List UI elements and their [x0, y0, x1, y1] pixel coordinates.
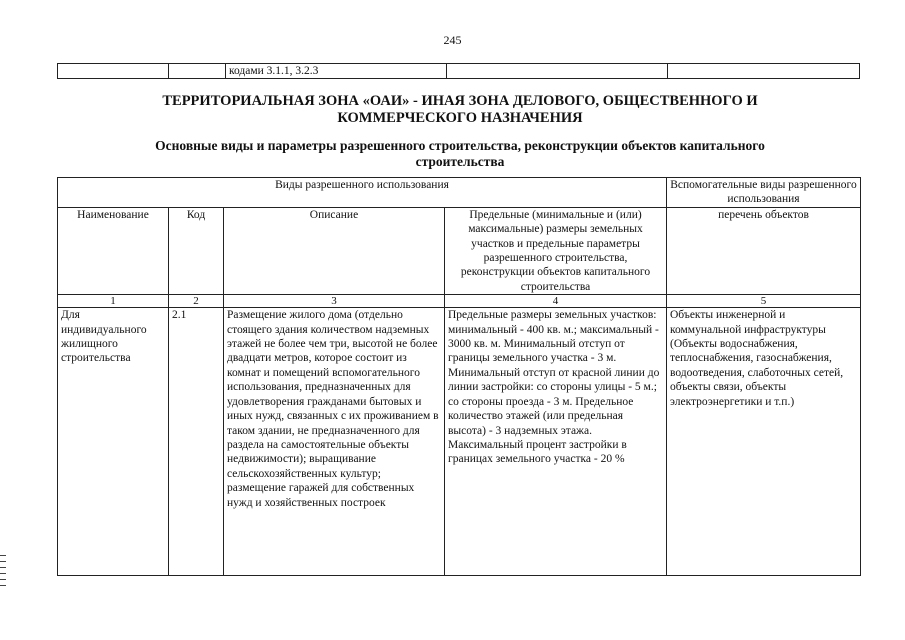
column-number-5: 5	[667, 295, 861, 308]
row-aux-objects: Объекты инженерной и коммунальной инфраструктуры (Объекты водоснабжения, теплоснабжения, газоснабжения, водоотведения, слаботочных сетей, объекты связи, объекты электроэнергетики и т.п.)	[667, 308, 861, 576]
column-number-2: 2	[169, 295, 224, 308]
header-aux-objects: перечень объектов	[667, 207, 861, 294]
row-name: Для индивидуального жилищного строительства	[58, 308, 169, 576]
strip-cell-1	[58, 64, 169, 79]
header-code: Код	[169, 207, 224, 294]
strip-cell-2	[169, 64, 226, 79]
permitted-use-table	[57, 177, 861, 576]
section-title	[40, 138, 880, 170]
column-number-4: 4	[445, 295, 667, 308]
row-code: 2.1	[169, 308, 224, 576]
section-title-line-2: строительства	[415, 154, 505, 169]
strip-cell-4	[447, 64, 668, 79]
table-row	[58, 308, 861, 576]
row-params: Предельные размеры земельных участков: минимальный - 400 кв. м.; максимальный - 3000 кв. м. Минимальный отступ от границы земельного участка - 3 м. Минимальный отступ от красной линии до линии застройки: со стороны улицы - 5 м.; со стороны проезда - 3 м. Предельное количество этажей (или предельная высота) - 3 надземных этажа. Максимальный процент застройки в границах земельного участка - 20 %	[445, 308, 667, 576]
section-title-line-1: Основные виды и параметры разрешенного строительства, реконструкции объектов капитального	[155, 138, 765, 153]
header-params: Предельные (минимальные и (или) максимальные) размеры земельных участков и предельные параметры разрешенного строительства, реконструкции объектов капитального строительства	[445, 207, 667, 294]
strip-cell-5	[668, 64, 860, 79]
continued-table-strip	[57, 63, 860, 79]
header-name: Наименование	[58, 207, 169, 294]
page-number: 245	[443, 33, 462, 47]
scan-edge-marks	[0, 555, 6, 591]
zone-title	[60, 93, 860, 127]
strip-cell-3: кодами 3.1.1, 3.2.3	[226, 64, 447, 79]
group-header-main: Виды разрешенного использования	[58, 178, 667, 208]
column-number-1: 1	[58, 295, 169, 308]
group-header-aux: Вспомогательные виды разрешенного использования	[667, 178, 861, 208]
zone-title-line-2: КОММЕРЧЕСКОГО НАЗНАЧЕНИЯ	[337, 110, 583, 126]
header-description: Описание	[224, 207, 445, 294]
column-number-3: 3	[224, 295, 445, 308]
row-description: Размещение жилого дома (отдельно стоящего здания количеством надземных этажей не более чем три, высотой не более двадцати метров, которое состоит из комнат и помещений вспомогательного использования, предназначенных для удовлетворения гражданами бытовых и иных нужд, связанных с их проживанием в таком здании, не предназначенного для раздела на самостоятельные объекты недвижимости); выращивание сельскохозяйственных культур; размещение гаражей для собственных нужд и хозяйственных построек	[224, 308, 445, 576]
zone-title-line-1: ТЕРРИТОРИАЛЬНАЯ ЗОНА «ОАИ» - ИНАЯ ЗОНА ДЕЛОВОГО, ОБЩЕСТВЕННОГО И	[162, 93, 758, 109]
